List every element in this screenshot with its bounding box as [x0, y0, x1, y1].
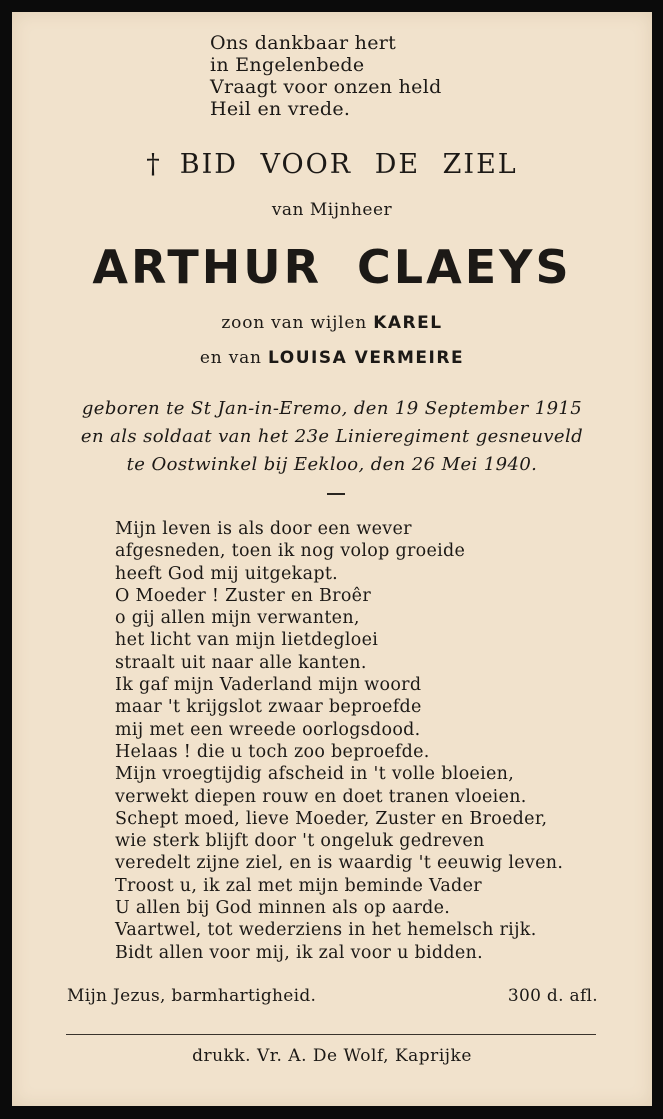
mother-line	[12, 348, 652, 368]
biography	[12, 395, 652, 479]
poem-line: maar 't krijgslot zwaar beproefde	[115, 697, 422, 718]
poem-line: veredelt zijne ziel, en is waardig 't eeuwig leven.	[115, 853, 564, 874]
divider-rule	[66, 1034, 596, 1035]
opening-verse	[210, 32, 442, 120]
poem-line: mij met een wreede oorlogsdood.	[115, 719, 421, 740]
father-prefix: zoon van wijlen	[221, 313, 367, 333]
poem-line: wie sterk blijft door 't ongeluk gedreven	[115, 831, 485, 852]
poem-line: Vaartwel, tot wederziens in het hemelsch rijk.	[115, 920, 537, 941]
poem-line: Mijn leven is als door een wever	[115, 519, 412, 539]
printer-credit: drukk. Vr. A. De Wolf, Kaprijke	[192, 1046, 472, 1066]
father-name: KAREL	[373, 313, 443, 333]
cross-icon: †	[146, 149, 162, 180]
verse-line: Vraagt voor onzen held	[210, 76, 442, 98]
poem-line: U allen bij God minnen als op aarde.	[115, 898, 451, 919]
poem-line: Troost u, ik zal met mijn beminde Vader	[115, 875, 482, 896]
poem-line: verwekt diepen rouw en doet tranen vloeien.	[115, 786, 527, 807]
deceased-name: ARTHUR CLAEYS	[92, 240, 572, 294]
poem-line: straalt uit naar alle kanten.	[115, 652, 367, 673]
mother-prefix: en van	[199, 348, 262, 368]
poem-line: Mijn vroegtijdig afscheid in 't volle bloeien,	[115, 764, 515, 785]
verse-line: Ons dankbaar hert	[210, 32, 397, 54]
mother-name: LOUISA VERMEIRE	[268, 348, 465, 368]
separator-dash	[327, 493, 345, 495]
poem-line: afgesneden, toen ik nog volop groeide	[115, 541, 466, 562]
verse-line: in Engelenbede	[210, 54, 365, 76]
honorific: van Mijnheer	[271, 200, 393, 220]
bid-text: BID VOOR DE ZIEL	[179, 149, 518, 180]
poem-line: Schept moed, lieve Moeder, Zuster en Broeder,	[115, 808, 548, 829]
biography-line: geboren te St Jan-in-Eremo, den 19 September 1915	[81, 398, 583, 419]
father-line	[12, 313, 652, 333]
poem-line: O Moeder ! Zuster en Broêr	[115, 585, 372, 606]
poem	[115, 518, 563, 964]
biography-line: te Oostwinkel bij Eekloo, den 26 Mei 1940.	[126, 454, 538, 475]
biography-line: en als soldaat van het 23e Linieregiment gesneuveld	[80, 426, 584, 447]
poem-line: o gij allen mijn verwanten,	[115, 608, 360, 629]
poem-line: Ik gaf mijn Vaderland mijn woord	[115, 675, 422, 696]
verse-line: Heil en vrede.	[210, 98, 351, 120]
closing-prayer: Mijn Jezus, barmhartigheid.	[67, 986, 317, 1006]
indulgence-note: 300 d. afl.	[507, 986, 598, 1006]
poem-line: Bidt allen voor mij, ik zal voor u bidden.	[115, 942, 483, 963]
poem-line: Helaas ! die u toch zoo beproefde.	[115, 741, 430, 762]
poem-line: het licht van mijn lietdegloei	[115, 630, 379, 651]
poem-line: heeft God mij uitgekapt.	[115, 563, 339, 584]
bid-voor-de-ziel-heading	[12, 149, 652, 180]
memorial-card	[12, 12, 652, 1106]
